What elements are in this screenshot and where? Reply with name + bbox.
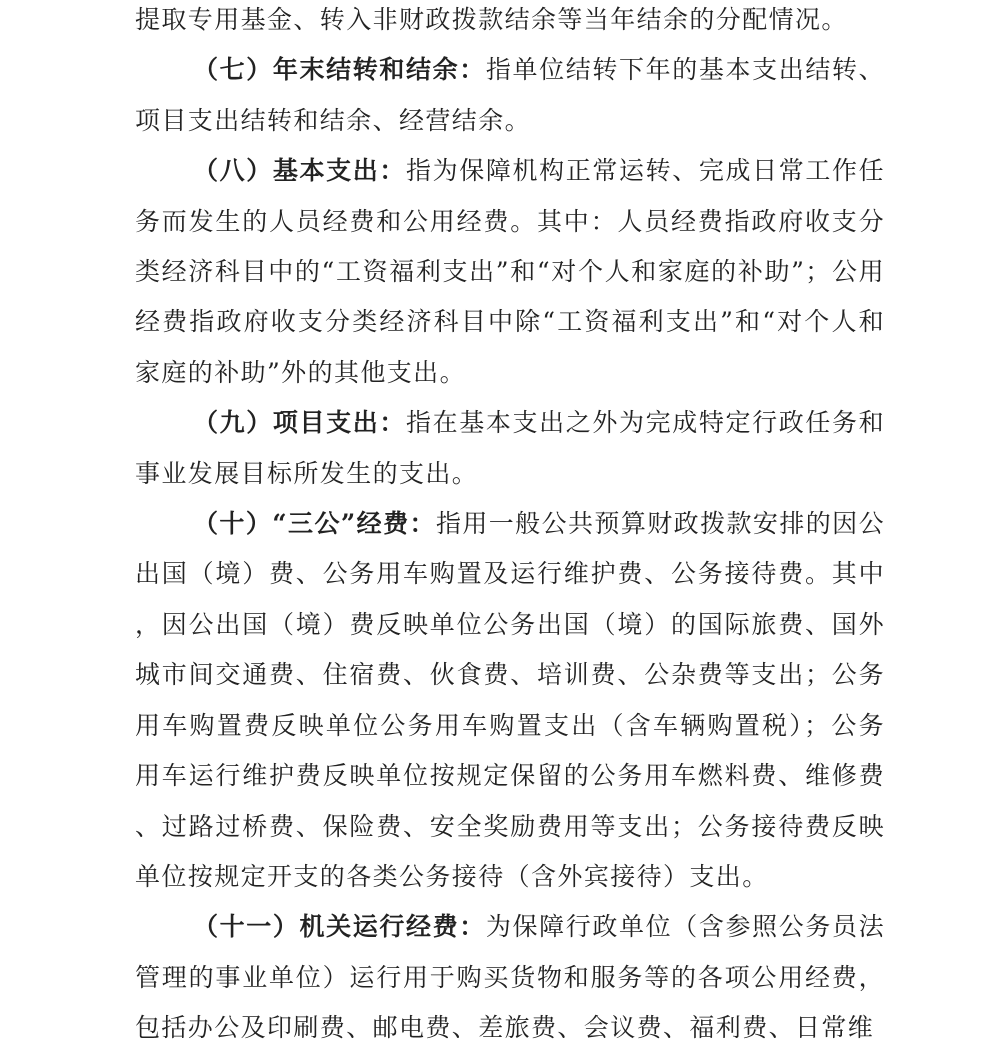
paragraph-project-expenditure bbox=[135, 398, 885, 499]
paragraph-three-public-expenses bbox=[135, 499, 885, 902]
paragraph-text: 指为保障机构正常运转、完成日常工作任务而发生的人员经费和公用经费。其中：人员经费指政府收支分类经济科目中的“工资福利支出”和“对个人和家庭的补助”；公用经费指政府收支分类经济科目中除“工资福利支出”和“对个人和家庭的补助”外的其他支出。 bbox=[135, 156, 886, 387]
paragraph-agency-operating-expenses bbox=[135, 902, 885, 1053]
paragraph-year-end-carryover bbox=[135, 45, 885, 146]
paragraph-basic-expenditure bbox=[135, 146, 885, 398]
term-heading: （十一）机关运行经费： bbox=[193, 912, 486, 942]
paragraph-text: 为保障行政单位（含参照公务员法管理的事业单位）运行用于购买货物和服务等的各项公用经费，包括办公及印刷费、邮电费、差旅费、会议费、福利费、日常维 bbox=[135, 912, 885, 1043]
document-page bbox=[135, 0, 885, 1054]
paragraph-surplus-distribution-tail bbox=[135, 0, 885, 45]
paragraph-text: 指用一般公共预算财政拨款安排的因公出国（境）费、公务用车购置及运行维护费、公务接待费。其中，因公出国（境）费反映单位公务出国（境）的国际旅费、国外城市间交通费、住宿费、伙食费、培训费、公杂费等支出；公务用车购置费反映单位公务用车购置支出（含车辆购置税）；公务用车运行维护费反映单位按规定保留的公务用车燃料费、维修费、过路过桥费、保险费、安全奖励费用等支出；公务接待费反映单位按规定开支的各类公务接待（含外宾接待）支出。 bbox=[135, 509, 885, 891]
term-heading: （七）年末结转和结余： bbox=[193, 55, 486, 85]
paragraph-text: 指在基本支出之外为完成特定行政任务和事业发展目标所发生的支出。 bbox=[135, 408, 886, 488]
term-heading: （八）基本支出： bbox=[193, 156, 406, 186]
term-heading: （十）“三公”经费： bbox=[193, 509, 436, 539]
term-heading: （九）项目支出： bbox=[193, 408, 406, 438]
paragraph-text: 提取专用基金、转入非财政拨款结余等当年结余的分配情况。 bbox=[135, 5, 848, 34]
paragraph-text: 指单位结转下年的基本支出结转、项目支出结转和结余、经营结余。 bbox=[135, 55, 885, 135]
